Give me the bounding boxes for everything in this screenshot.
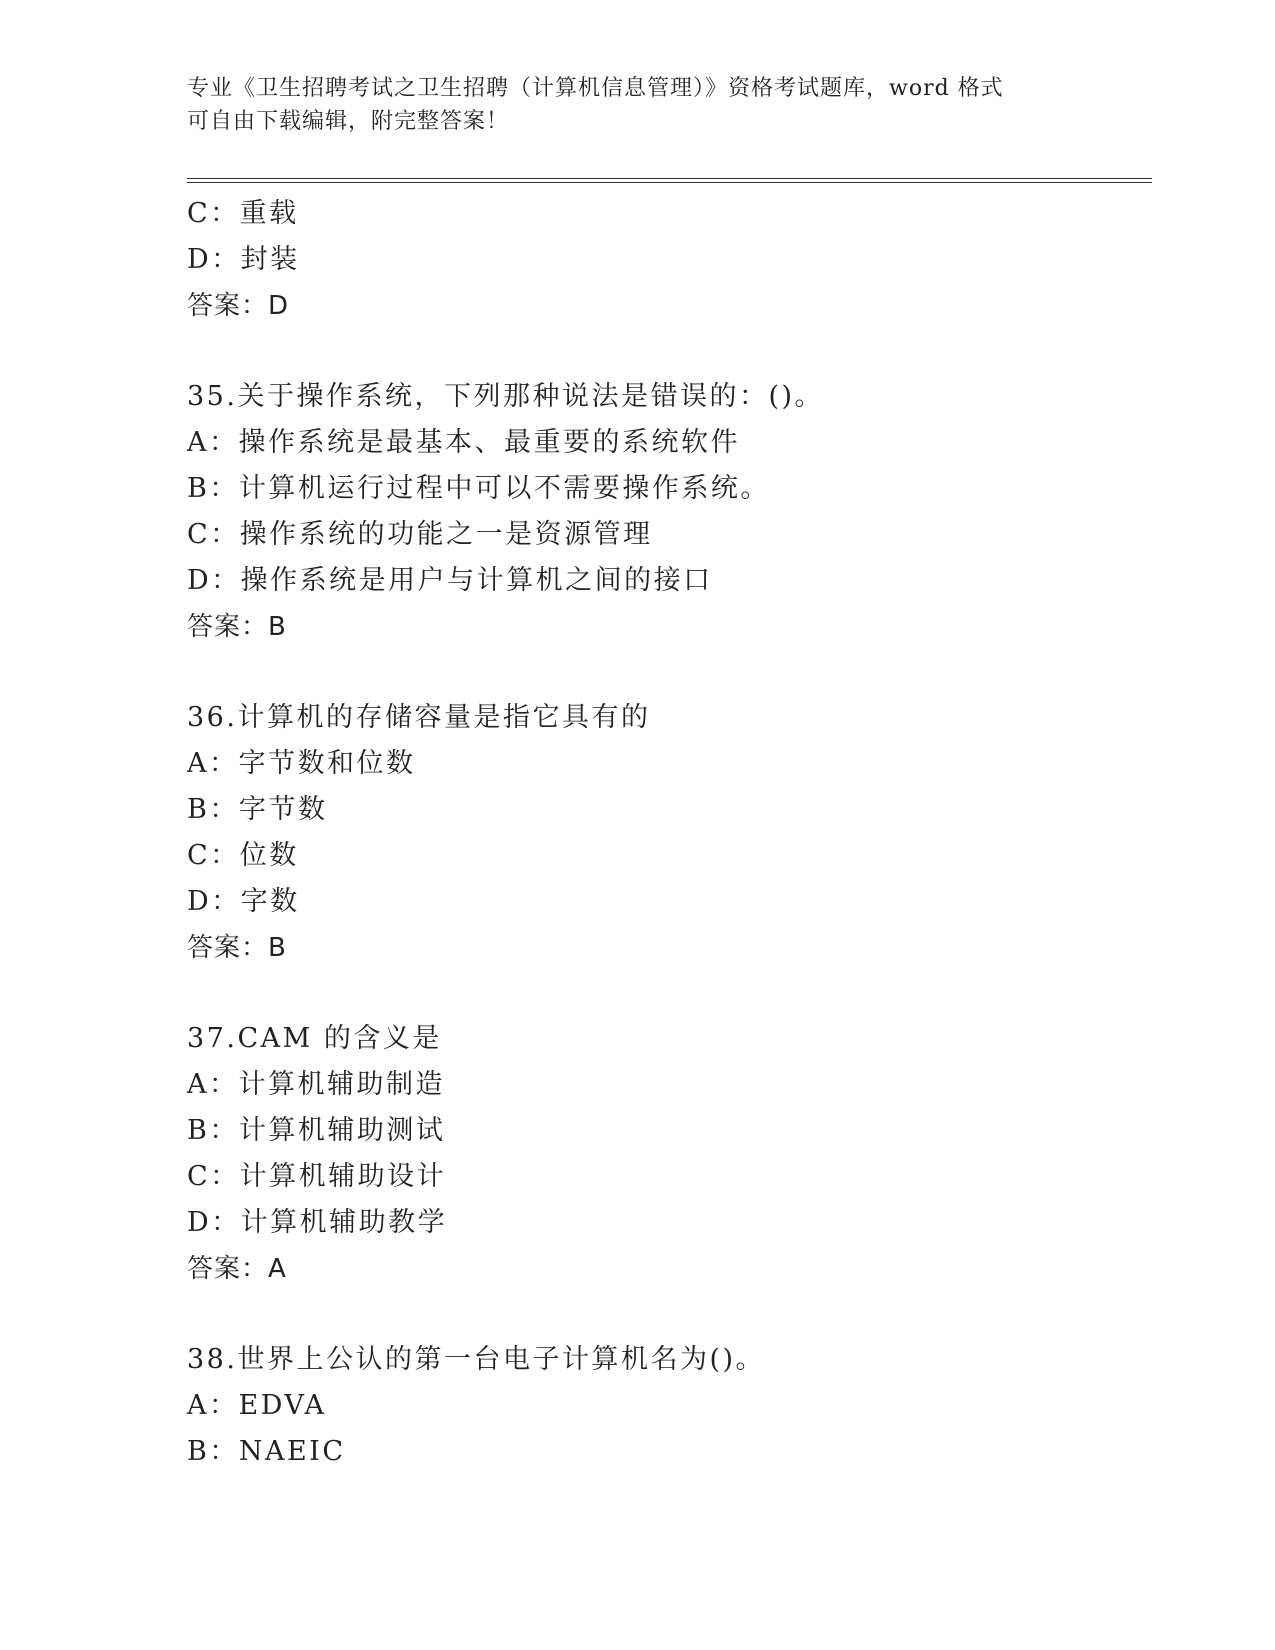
option-a: A：操作系统是最基本、最重要的系统软件 [187, 427, 740, 458]
spacer [187, 650, 1147, 695]
option-a: A：字节数和位数 [187, 748, 416, 779]
question-block-35 [187, 374, 1147, 650]
question-text: 35.关于操作系统，下列那种说法是错误的：()。 [187, 381, 825, 412]
spacer [187, 971, 1147, 1016]
answer-line: 答案：B [187, 612, 287, 642]
header-divider-top [187, 178, 1152, 179]
option-b: B：字节数 [187, 794, 328, 825]
document-header [187, 72, 1087, 138]
header-line-2: 可自由下载编辑，附完整答案！ [187, 109, 510, 134]
spacer [187, 1292, 1147, 1337]
question-list [187, 191, 1147, 1475]
question-block-37 [187, 1016, 1147, 1292]
header-line-1: 专业《卫生招聘考试之卫生招聘（计算机信息管理）》资格考试题库，word 格式 [187, 76, 1004, 101]
option-a: A：计算机辅助制造 [187, 1069, 445, 1100]
answer-line: 答案：A [187, 1254, 287, 1284]
question-text: 38.世界上公认的第一台电子计算机名为()。 [187, 1344, 766, 1375]
option-c: C：位数 [187, 840, 299, 871]
question-block-38 [187, 1337, 1147, 1475]
question-text: 37.CAM 的含义是 [187, 1023, 442, 1054]
option-c: C：重载 [187, 198, 299, 229]
option-c: C：计算机辅助设计 [187, 1161, 447, 1192]
option-d: D：封装 [187, 244, 300, 275]
option-b: B：计算机辅助测试 [187, 1115, 446, 1146]
header-divider-bottom [187, 182, 1152, 183]
option-d: D：计算机辅助教学 [187, 1207, 448, 1238]
answer-line: 答案：D [187, 291, 290, 321]
option-b: B：NAEIC [187, 1436, 346, 1467]
spacer [187, 329, 1147, 374]
option-b: B：计算机运行过程中可以不需要操作系统。 [187, 473, 770, 504]
option-d: D：字数 [187, 886, 300, 917]
option-d: D：操作系统是用户与计算机之间的接口 [187, 565, 713, 596]
question-block-36 [187, 695, 1147, 971]
answer-line: 答案：B [187, 933, 287, 963]
question-block-prev [187, 191, 1147, 329]
question-text: 36.计算机的存储容量是指它具有的 [187, 702, 651, 733]
option-c: C：操作系统的功能之一是资源管理 [187, 519, 653, 550]
option-a: A：EDVA [187, 1390, 327, 1421]
